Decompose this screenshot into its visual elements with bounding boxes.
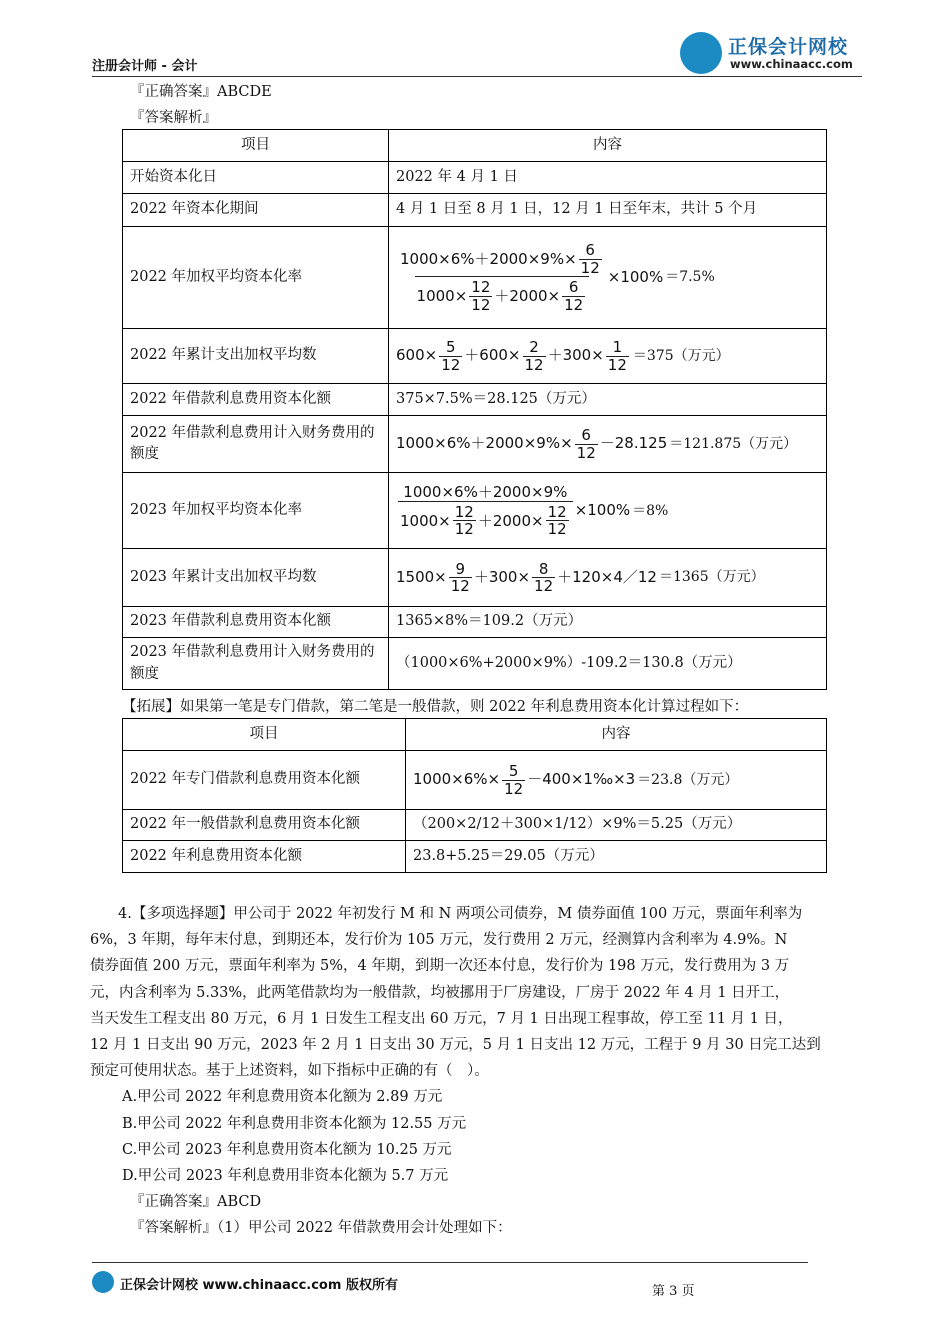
row-item: 2022 年借款利息费用计入财务费用的额度	[123, 416, 389, 473]
table-header-content: 内容	[389, 130, 827, 162]
q3-analysis-label: 『答案解析』	[130, 110, 217, 126]
table-row	[123, 227, 827, 329]
row-content: （200×2/12＋300×1/12）×9%＝5.25（万元）	[406, 810, 827, 841]
row-item: 开始资本化日	[123, 162, 389, 194]
row-item: 2023 年借款利息费用计入财务费用的额度	[123, 638, 389, 690]
table-row	[123, 162, 827, 194]
row-item: 2022 年专门借款利息费用资本化额	[123, 751, 406, 810]
header-divider	[92, 76, 862, 77]
table-row	[123, 751, 827, 810]
row-formula: 600× $\frac{5}{12}$ ＋600× $\frac{2}{12}$ ＋300× $\frac{1}{12}$ ＝375（万元）	[389, 329, 827, 384]
footer-copyright: 正保会计网校 www.chinaacc.com 版权所有	[120, 1278, 398, 1293]
q4-stem	[90, 901, 863, 1242]
row-formula: 1000×6%× $\frac{5}{12}$ －400×1‰×3 ＝23.8（万元）	[406, 751, 827, 810]
q4-stem-line: 元，内含利率为 5.33%，此两笔借款均为一般借款，均被挪用于厂房建设，厂房于 2022 年 4 月 1 日开工，	[90, 984, 790, 1001]
footer-divider	[92, 1262, 808, 1263]
row-item: 2022 年利息费用资本化额	[123, 841, 406, 873]
q4-stem-line: 4.【多项选择题】甲公司于 2022 年初发行 M 和 N 两项公司债券，M 债券面值 100 万元，票面年利率为	[118, 906, 803, 922]
row-item: 2023 年累计支出加权平均数	[123, 549, 389, 607]
q4-option-c: C.甲公司 2023 年利息费用资本化额为 10.25 万元	[122, 1141, 452, 1158]
table-row	[123, 194, 827, 227]
row-item: 2022 年加权平均资本化率	[123, 227, 389, 329]
table-row	[123, 841, 827, 873]
q3-analysis-table	[122, 129, 827, 690]
row-item: 2022 年借款利息费用资本化额	[123, 384, 389, 416]
q4-option-b: B.甲公司 2022 年利息费用非资本化额为 12.55 万元	[122, 1115, 467, 1132]
row-content: 375×7.5%＝28.125（万元）	[389, 384, 827, 416]
q4-stem-line: 当天发生工程支出 80 万元，6 月 1 日发生工程支出 60 万元，7 月 1 日出现工程事故，停工至 11 月 1 日，	[90, 1010, 793, 1027]
table-header-content: 内容	[406, 719, 827, 751]
row-item: 2022 年一般借款利息费用资本化额	[123, 810, 406, 841]
table-row	[123, 473, 827, 549]
table-header-item: 项目	[123, 719, 406, 751]
row-formula: 1500× $\frac{9}{12}$ ＋300× $\frac{8}{12}$ ＋120×4／12 ＝1365（万元）	[389, 549, 827, 607]
row-item: 2023 年借款利息费用资本化额	[123, 607, 389, 638]
row-content: 2022 年 4 月 1 日	[389, 162, 827, 194]
brand-logo	[680, 30, 865, 76]
logo-url: www.chinaacc.com	[730, 57, 853, 71]
row-formula: 1000×6%＋2000×9%× $\frac{6}{12}$ －28.125 ＝121.875（万元）	[389, 416, 827, 473]
q3-extension-note: 【拓展】如果第一笔是专门借款，第二笔是一般借款，则 2022 年利息费用资本化计算过程如下：	[122, 699, 749, 715]
logo-name: 正保会计网校	[728, 36, 849, 58]
table-row	[123, 549, 827, 607]
row-content: 4 月 1 日至 8 月 1 日，12 月 1 日至年末，共计 5 个月	[389, 194, 827, 227]
row-formula: 1000×6%＋2000×9%× $\frac{6}{12}$ 1000× $\frac{12}{12}$ ＋2000× $\frac{6}{12}$ ×100% ＝7.5%	[389, 227, 827, 329]
table-header-item: 项目	[123, 130, 389, 162]
q4-correct-answer: 『正确答案』ABCD	[130, 1194, 262, 1211]
course-title: 注册会计师 - 会计	[92, 59, 198, 74]
q4-option-a: A.甲公司 2022 年利息费用资本化额为 2.89 万元	[122, 1089, 443, 1106]
table-row	[123, 810, 827, 841]
row-item: 2023 年加权平均资本化率	[123, 473, 389, 549]
row-formula: 1000×6%＋2000×9% 1000× $\frac{12}{12}$ ＋2000× $\frac{12}{12}$ ×100% ＝8%	[389, 473, 827, 549]
row-item: 2022 年累计支出加权平均数	[123, 329, 389, 384]
q4-option-d: D.甲公司 2023 年利息费用非资本化额为 5.7 万元	[122, 1168, 449, 1185]
q3-extension-table	[122, 718, 827, 873]
q4-stem-line: 6%，3 年期，每年末付息，到期还本，发行价为 105 万元，发行费用 2 万元，经测算内含利率为 4.9%。N	[90, 932, 788, 949]
q4-stem-line: 12 月 1 日支出 90 万元，2023 年 2 月 1 日支出 30 万元，5 月 1 日支出 12 万元，工程于 9 月 30 日完工达到	[90, 1037, 821, 1054]
table-row	[123, 329, 827, 384]
row-content: （1000×6%+2000×9%）-109.2＝130.8（万元）	[389, 638, 827, 690]
row-content: 23.8+5.25＝29.05（万元）	[406, 841, 827, 873]
table-row	[123, 384, 827, 416]
logo-emblem-icon	[680, 32, 722, 74]
row-item: 2022 年资本化期间	[123, 194, 389, 227]
footer-logo-icon	[92, 1271, 114, 1293]
q4-analysis-intro: 『答案解析』（1）甲公司 2022 年借款费用会计处理如下：	[130, 1220, 512, 1237]
row-content: 1365×8%＝109.2（万元）	[389, 607, 827, 638]
q4-stem-line: 债券面值 200 万元，票面年利率为 5%，4 年期，到期一次还本付息，发行价为 198 万元，发行费用为 3 万	[90, 958, 790, 975]
q3-correct-answer: 『正确答案』ABCDE	[130, 84, 272, 100]
table-row	[123, 416, 827, 473]
q4-stem-line: 预定可使用状态。基于上述资料，如下指标中正确的有（ ）。	[90, 1063, 489, 1080]
page-number: 第 3 页	[652, 1284, 695, 1299]
table-row	[123, 607, 827, 638]
table-row	[123, 638, 827, 690]
